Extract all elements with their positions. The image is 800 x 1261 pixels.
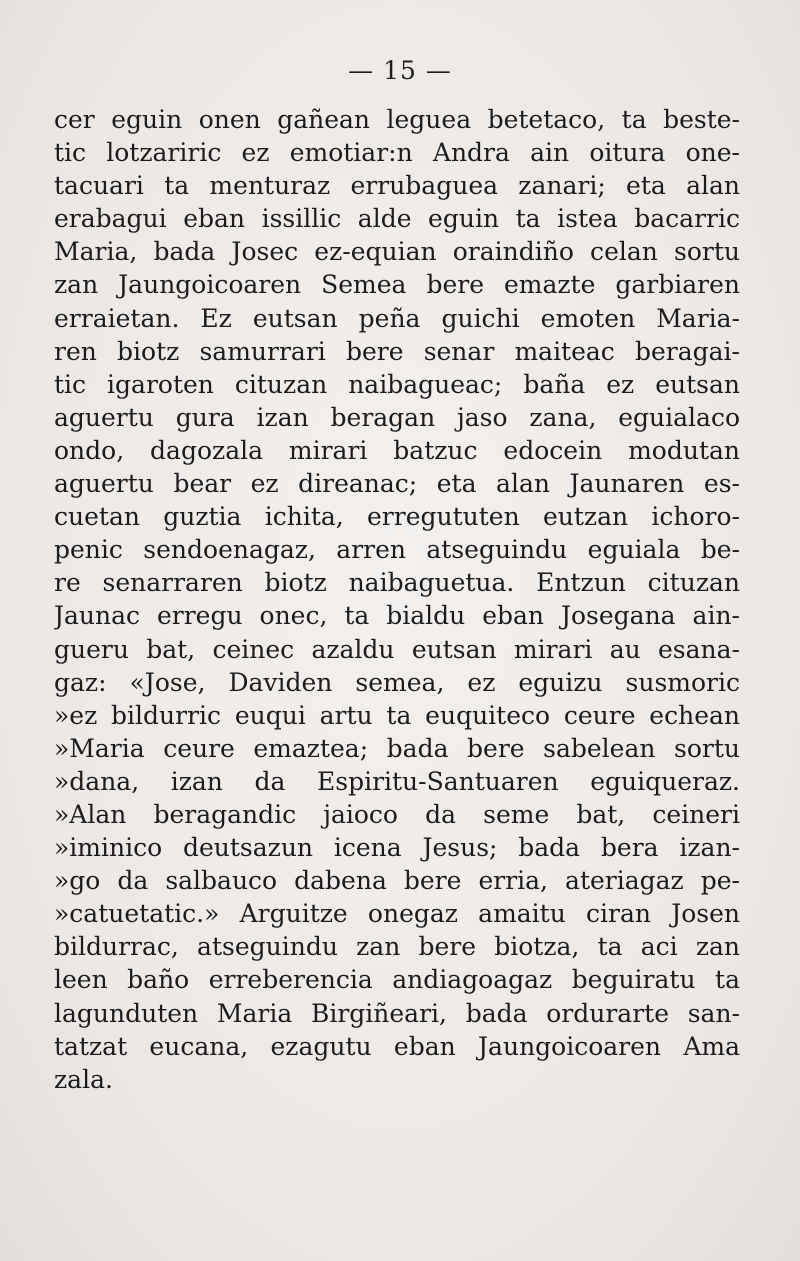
text-line: cuetan guztia ichita, erregututen eutzan ichoro-	[54, 502, 740, 532]
text-line: gueru bat, ceinec azaldu eutsan mirari au esana-	[54, 634, 740, 664]
text-line: lagunduten Maria Birgiñeari, bada ordurarte san-	[54, 998, 740, 1028]
text-line: aguertu gura izan beragan jaso zana, eguialaco	[54, 402, 740, 432]
text-line: bildurrac, atseguindu zan bere biotza, ta aci zan	[54, 932, 740, 962]
text-line: erraietan. Ez eutsan peña guichi emoten Maria-	[54, 303, 740, 333]
text-line: re senarraren biotz naibaguetua. Entzun cituzan	[54, 568, 740, 598]
text-line: »go da salbauco dabena bere erria, ateriagaz pe-	[54, 866, 740, 896]
text-line: leen baño erreberencia andiagoagaz beguiratu ta	[54, 965, 740, 995]
text-line: »ez bildurric euqui artu ta euquiteco ceure echean	[54, 700, 740, 730]
text-line: ondo, dagozala mirari batzuc edocein modutan	[54, 435, 740, 465]
text-line: »Maria ceure emaztea; bada bere sabelean sortu	[54, 733, 740, 763]
text-line: cer eguin onen gañean leguea betetaco, ta beste-	[54, 105, 740, 134]
text-line: penic sendoenagaz, arren atseguindu eguiala be-	[54, 535, 740, 565]
text-line: Maria, bada Josec ez-equian oraindiño celan sortu	[54, 237, 740, 267]
body-text	[54, 103, 740, 1096]
text-line: zan Jaungoicoaren Semea bere emazte garbiaren	[54, 270, 740, 300]
text-line: gaz: «Jose, Daviden semea, ez eguizu susmoric	[54, 667, 740, 697]
text-line: »catuetatic.» Arguitze onegaz amaitu ciran Josen	[54, 899, 740, 929]
text-line: tatzat eucana, ezagutu eban Jaungoicoaren Ama	[54, 1031, 740, 1061]
text-line: tic igaroten cituzan naibagueac; baña ez eutsan	[54, 369, 740, 399]
text-line: »iminico deutsazun icena Jesus; bada bera izan-	[54, 833, 740, 863]
text-line: tacuari ta menturaz errubaguea zanari; eta alan	[54, 171, 740, 201]
text-line: erabagui eban issillic alde eguin ta istea bacarric	[54, 204, 740, 234]
text-line: »dana, izan da Espiritu-Santuaren eguiqueraz.	[54, 766, 740, 796]
text-line: ren biotz samurrari bere senar maiteac beragai-	[54, 336, 740, 366]
text-line: tic lotzariric ez emotiar:n Andra ain oitura one-	[54, 138, 740, 168]
text-line: Jaunac erregu onec, ta bialdu eban Josegana ain-	[54, 601, 740, 631]
text-line: aguertu bear ez direanac; eta alan Jaunaren es-	[54, 469, 740, 499]
page-number: — 15 —	[348, 56, 452, 85]
text-line: zala.	[54, 1064, 113, 1094]
text-line: »Alan beragandic jaioco da seme bat, ceineri	[54, 799, 740, 829]
